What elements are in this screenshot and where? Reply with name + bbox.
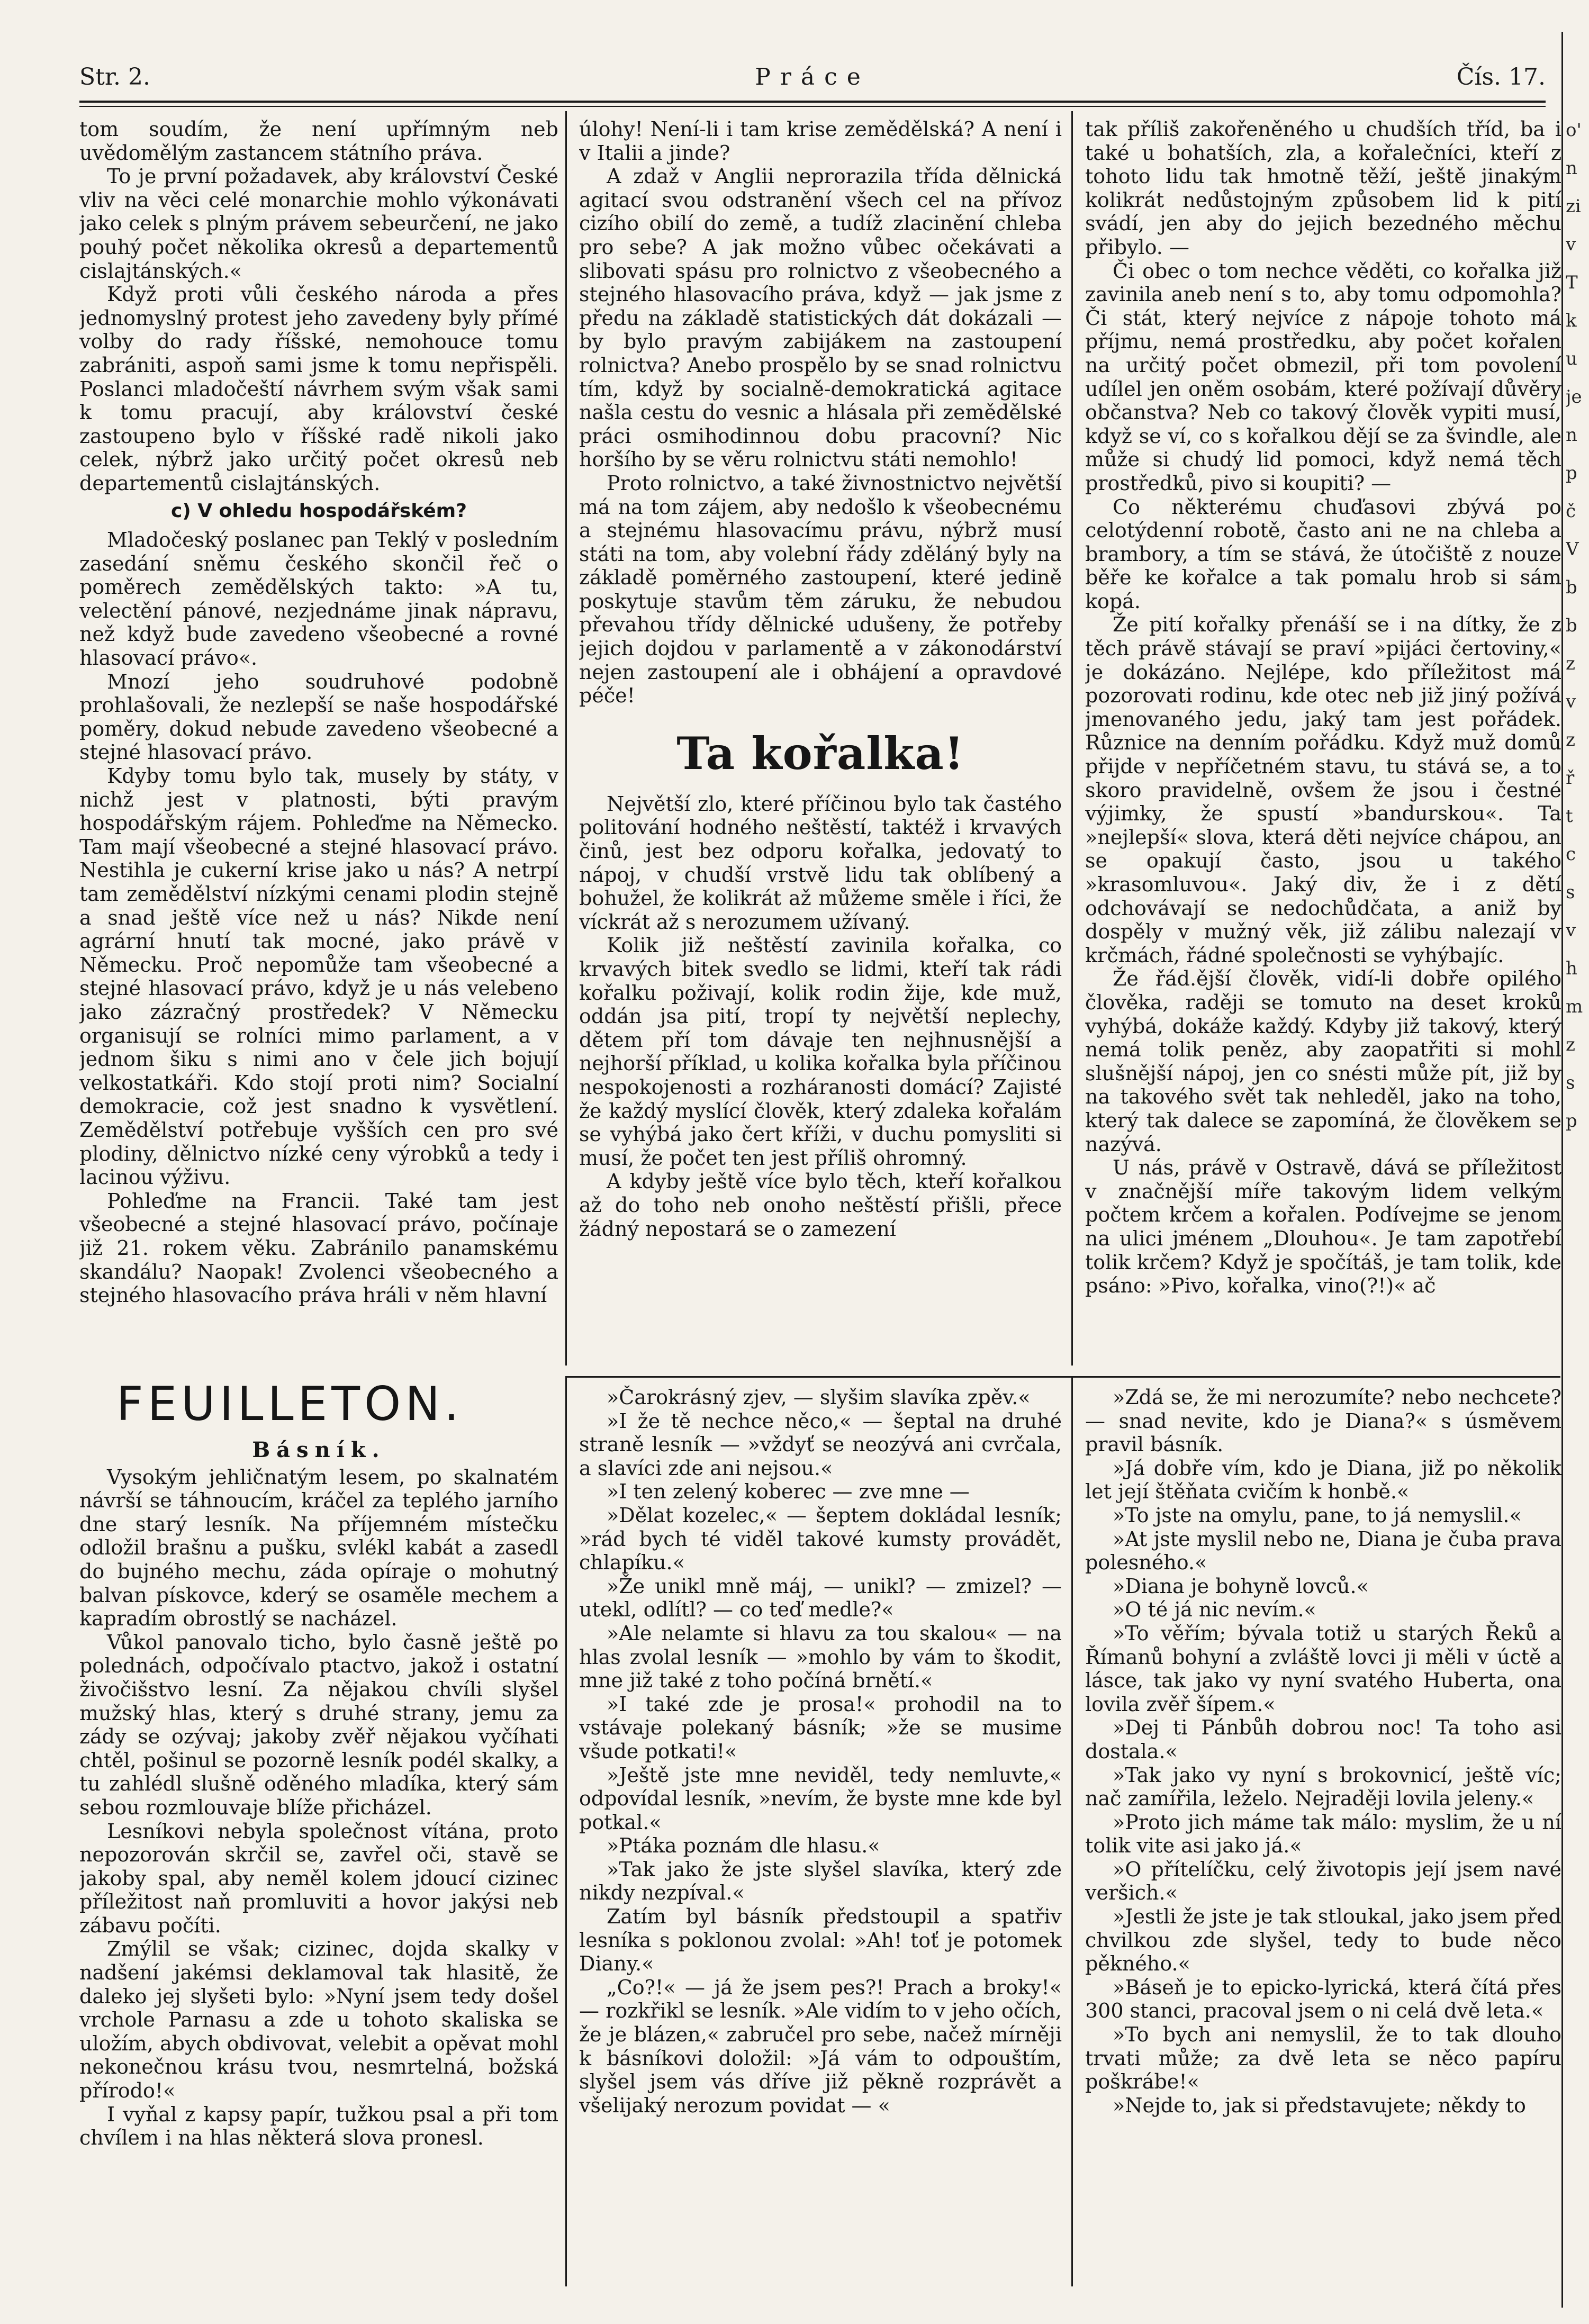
feuilleton-column-2 — [579, 1386, 1062, 2285]
paragraph: U nás, právě v Ostravě, dává se příležitost v značnější míře takovým lidem velkým počtem krčem a kořalen. Podívejme se jenom na ulici jménem „Dlouhou«. Je tam zapotřebí tolik krčem? Když je spočítáš, je tam tolik, kde psáno: »Pivo, kořalka, vino(?!)« ač — [1085, 1156, 1561, 1298]
paragraph: Kdyby tomu bylo tak, musely by státy, v nichž jest v platnosti, býti pravým hospodářským rájem. Pohleďme na Německo. Tam mají všeobecné a stejné hlasovací právo. Nestihla je cukerní krise jako u nás? A netrpí tam zemědělství nízkými cenami plodin stejně a snad ještě více než u nás? Nikde není agrární hnutí tak mocné, jako právě v Německu. Proč nepomůže tam všeobecné a stejné hlasovací právo, když je u nás velebeno jako zázračný prostředek? V Německu organisují se rolníci mimo parlament, a v jednom šiku s nimi ano v čele jich bojují velkostatkáři. Kdo stojí proti nim? Socialní demokracie, což jest snadno k vysvětlení. Zemědělství potřebuje vyšších cen pro své plodiny, dělnictvo nízké ceny výrobků a tedy i lacinou výživu. — [79, 764, 558, 1189]
dialogue-line: »Zdá se, že mi nerozumíte? nebo nechcete? — snad nevite, kdo je Diana?« s úsměvem pravil básník. — [1085, 1386, 1561, 1457]
dialogue-line: „Co?!« — já že jsem pes?! Prach a broky!« — rozkřikl se lesník. »Ale vidím to v jeho očích, že je blázen,« zabručel pro sebe, načež mírněji k básníkovi doložil: »Já vám to odpouštím, slyšel jsem vás dříve již pěkně rozprávět a všelijaký nerozum povidat — « — [579, 1975, 1062, 2117]
paragraph: Největší zlo, které příčinou bylo tak častého politování hodného neštěstí, taktéž i krvavých činů, jest bez odporu kořalka, jedovatý to nápoj, v chudší vrstvě lidu tak oblíbený a bohužel, že kolikrát až můžeme směle i říci, že víckrát až s nerozumem užívaný. — [579, 792, 1062, 934]
section-heading: c) V ohledu hospodářském? — [170, 500, 467, 522]
feuilleton-subtitle: Básník. — [252, 1439, 386, 1462]
paragraph: tom soudím, že není upřímným neb uvědomělým zastancem státního práva. — [79, 117, 558, 165]
dialogue-line: »Dej ti Pánbůh dobrou noc! Ta toho asi dostala.« — [1085, 1716, 1561, 1763]
dialogue-line: »Nejde to, jak si představujete; někdy to — [1113, 2093, 1526, 2117]
header-rule-thin — [79, 106, 1546, 107]
adjacent-page-edge — [1566, 111, 1589, 2281]
edge-fragment: b — [1566, 615, 1577, 636]
edge-fragment: v — [1566, 234, 1576, 255]
dialogue-line: »O té já nic nevím.« — [1113, 1598, 1316, 1622]
paragraph: Či obec o tom nechce věděti, co kořalka již zavinila aneb není s to, aby tomu odpomohla? Či stát, který nejvíce z nápoje tohoto má příjmu, nemá prostředku, aby počet kořalen na určitý počet obmezil, při tom povolení udílel jen oněm osobám, které požívají důvěry občanstva? Neb co takový člověk vypiti musí, když se ví, co s kořalkou dějí se za švindle, ale může si chudý lid pomoci, když nemá těch prostředků, pivo si koupiti? — — [1085, 259, 1561, 495]
paragraph: Že řád.ější člověk, vidí-li dobře opilého člověka, raději se tomuto na deset kroků vyhýbá, dokáže každý. Kdyby již takový, který nemá tolik peněz, aby zaopatřiti si mohl slušnější nápoj, jen co snésti může pít, již by na takového svět tak nehleděl, jako na toho, který tak dalece se zapomíná, že člověkem se nazývá. — [1085, 967, 1561, 1156]
dialogue-line: »Tak jako vy nyní s brokovnicí, ještě víc; nač zamířila, leželo. Nejraději lovila jeleny.« — [1085, 1763, 1561, 1811]
edge-fragment: s — [1566, 882, 1575, 903]
page-header — [79, 64, 1546, 101]
paragraph: To je první požadavek, aby království České vliv na věci celé monarchie mohlo výkonávati jako celek s plným právem sebeurčení, ne jako pouhý počet několika okresů a departementů cislajtánských.« — [79, 165, 558, 283]
edge-fragment: č — [1566, 501, 1576, 522]
edge-fragment: b — [1566, 577, 1577, 598]
edge-fragment: p — [1566, 1110, 1577, 1132]
edge-fragment: ř — [1566, 767, 1575, 789]
dialogue-line: »Čarokrásný zjev, — slyšim slavíka zpěv.« — [607, 1386, 1031, 1409]
edge-fragment: V — [1566, 539, 1579, 560]
edge-fragment: T — [1566, 272, 1578, 293]
dialogue-line: »Ještě jste mne neviděl, tedy nemluvte,« odpovídal lesník, »nevím, že byste mne kde byl potkal.« — [579, 1763, 1062, 1834]
paragraph: Pohleďme na Francii. Také tam jest všeobecné a stejné hlasovací právo, počínaje již 21. rokem věku. Zabránilo panamskému skandálu? Naopak! Zvolenci všeobecného a stejného hlasovacího práva hráli v něm hlavní — [79, 1189, 558, 1307]
edge-fragment: p — [1566, 463, 1577, 484]
edge-fragment: v — [1566, 691, 1576, 712]
edge-fragment: m — [1566, 996, 1583, 1017]
paragraph: Zmýlil se však; cizinec, dojda skalky v nadšení jakémsi deklamoval tak hlasitě, že daleko jej slyšeti bylo: »Nyní jsem tedy došel vrchole Parnasu a zde u tohoto skaliska se uložím, abych obdivovat, velebit a opěvat mohl nekonečnou krásu tvou, nesmrtelná, božská přírodo!« — [79, 1937, 558, 2103]
page-edge-divider — [1561, 32, 1563, 2308]
dialogue-line: Zatím byl básník předstoupil a spatřiv lesníka s poklonou zvolal: »Ah! toť je potomek Diany.« — [579, 1905, 1062, 1976]
dialogue-line: »Dělat kozelec,« — šeptem dokládal lesník; »rád bych té viděl takové kumsty provádět, chlapíku.« — [579, 1503, 1062, 1575]
dialogue-line: »I že tě nechce něco,« — šeptal na druhé straně lesník — »vždyť se neozývá ani cvrčala, a slavíci zde ani nejsou.« — [579, 1409, 1062, 1480]
paragraph: úlohy! Není-li i tam krise zemědělská? A není i v Italii a jinde? — [579, 117, 1062, 165]
edge-fragment: t — [1566, 806, 1573, 827]
edge-fragment: u — [1566, 348, 1577, 369]
dialogue-line: »To bych ani nemyslil, že to tak dlouho trvati může; za dvě leta se něco papíru poškrábe!« — [1085, 2023, 1561, 2094]
article-column-2 — [579, 117, 1062, 1372]
edge-fragment: s — [1566, 1072, 1575, 1093]
dialogue-line: »Že unikl mně máj, — unikl? — zmizel? — utekl, odlítl? — co teď medle?« — [579, 1574, 1062, 1622]
paragraph: A kdyby ještě více bylo těch, kteří kořalkou až do toho neb onoho neštěstí přišli, přece žádný nepostará se o zamezení — [579, 1170, 1062, 1241]
paragraph: tak příliš zakořeněného u chudších tříd, ba i také u bohatších, zla, a kořalečníci, kteří z tohoto lidu tak hmotně těží, ještě jinakým kolikrát nedůstojným způsobem lid k pití svádí, jen aby do jejich bezedného měchu přibylo. — — [1085, 117, 1561, 259]
paragraph: Mnozí jeho soudruhové podobně prohlašovali, že nezlepší se naše hospodářské poměry, dokud nebude zavedeno všeobecné a stejné hlasovací právo. — [79, 670, 558, 764]
dialogue-line: »Jestli že jste je tak stloukal, jako jsem před chvilkou zde slyšel, tedy to bude něco pěkného.« — [1085, 1905, 1561, 1976]
edge-fragment: k — [1566, 310, 1577, 331]
edge-fragment: o' — [1566, 120, 1582, 141]
feuilleton-rule — [565, 1376, 1560, 1378]
paragraph: Lesníkovi nebyla společnost vítána, proto nepozorován skrčil se, zavřel oči, stavě se jakoby spal, aby neměl kolem jdoucí cizinec příležitost naň promluviti a hovor jakýsi neb zábavu počíti. — [79, 1819, 558, 1937]
edge-fragment: n — [1566, 424, 1577, 446]
dialogue-line: »I také zde je prosa!« prohodil na to vstávaje polekaný básník; »že se musime všude potkati!« — [579, 1692, 1062, 1763]
article-title: Ta kořalka! — [676, 727, 964, 780]
column-divider — [565, 111, 567, 1366]
paragraph: Mladočeský poslanec pan Teklý v posledním zasedání sněmu českého skončil řeč o poměrech zemědělských takto: »A tu, velectění pánové, nezjednáme jinak nápravu, než když bude zavedeno všeobecné a rovné hlasovací právo«. — [79, 528, 558, 670]
dialogue-line: »Já dobře vím, kdo je Diana, již po několik let její štěňata cvičím k honbě.« — [1085, 1456, 1561, 1504]
edge-fragment: je — [1566, 386, 1582, 408]
paragraph: Vysokým jehličnatým lesem, po skalnatém návrší se táhnoucím, kráčel za teplého jarního dne starý lesník. Na příjemném místečku odložil brašnu a pušku, svlékl kabát a zasedl do bujného mechu, záda opíraje o mohutný balvan pískovce, kderý se osaměle mechem a kapradím obrostlý se nacházel. — [79, 1465, 558, 1631]
column-divider — [1071, 1376, 1073, 2286]
issue-number: Čís. 17. — [1456, 64, 1546, 91]
edge-fragment: zi — [1566, 196, 1581, 217]
paragraph: Že pití kořalky přenáší se i na dítky, že z těch právě stávají se praví »pijáci čertoviny,« je dokázáno. Nejlépe, kdo příležitost má pozorovati rodinu, kde otec neb již jiný požívá jmenovaného jedu, jaký tam jest pořádek. Různice na denním pořádku. Když muž domů přijde v nepříčetném stavu, tu stává se, a to skoro pravidelně, ovšem že jsou i čestné výjimky, že spustí »bandurskou«. Ta »nejlepší« slova, která děti nejvíce chápou, an se opakují často, jsou u takého »krasomluvou«. Jaký div, že i z dětí odchovávají se nedochůdčata, a aniž by dospěly v mužný věk, již zálibu nalezají v krčmách, řádné společnosti se vyhýbajíc. — [1085, 613, 1561, 967]
edge-fragment: n — [1566, 158, 1577, 179]
dialogue-line: »At jste myslil nebo ne, Diana je čuba prava polesného.« — [1085, 1527, 1561, 1575]
paragraph: A zdaž v Anglii neprorazila třída dělnická agitací svou odstranění všech cel na přívoz cizího obilí do země, a tudíž zlacinění chleba pro sebe? A jak možno vůbec očekávati a slibovati spásu pro rolnictvo z všeobecného a stejného hlasovacího práva, když — jak jsme z předu na základě statistických dát dokázali — by bylo pravým zabijákem na zastoupení rolnictva? Anebo prospělo by se snad rolnictvu tím, když by socialně-demokratická agitace našla cestu do vesnic a hlásala při zemědělské práci osmihodinnou dobu pracovní? Nic horšího by se věru rolnictvu státi nemohlo! — [579, 165, 1062, 472]
page-number: Str. 2. — [79, 64, 150, 91]
edge-fragment: v — [1566, 920, 1576, 941]
paragraph: Kolik již neštěstí zavinila kořalka, co krvavých bitek svedlo se lidmi, kteří tak rádi kořalku poživají, kolik rodin žije, kde muž, oddán jsa pití, tropí ty největší neplechy, dětem pří tom dávaje ten nejhnusnější a nejhorší příklad, u kolika kořalka byla příčinou nespokojenosti a rozháranosti domácí? Zajisté že každý myslící člověk, který zdaleka kořalám se vyhýbá jako čert kříži, v duchu pomysliti si musí, že počet ten jest příliš ohromný. — [579, 934, 1062, 1170]
article-column-1 — [79, 117, 558, 1372]
edge-fragment: z — [1566, 1034, 1575, 1055]
dialogue-line: »Ale nelamte si hlavu za tou skalou« — na hlas zvolal lesník — »mohlo by vám to škodit, mne již také z toho počíná brnětí.« — [579, 1621, 1062, 1693]
dialogue-line: »Tak jako že jste slyšel slavíka, který zde nikdy nezpíval.« — [579, 1857, 1062, 1905]
dialogue-line: »Proto jich máme tak málo: myslim, že u ní tolik vite asi jako já.« — [1085, 1810, 1561, 1858]
dialogue-line: »Báseň je to epicko-lyrická, která čítá přes 300 stanci, pracoval jsem o ni celá dvě leta.« — [1085, 1975, 1561, 2023]
edge-fragment: c — [1566, 844, 1576, 865]
feuilleton-column-1 — [79, 1439, 558, 2285]
edge-fragment: z — [1566, 653, 1575, 674]
edge-fragment: z — [1566, 729, 1575, 750]
dialogue-line: »O přítelíčku, celý životopis její jsem navé veršich.« — [1085, 1857, 1561, 1905]
paragraph: Vůkol panovalo ticho, bylo časně ještě po polednách, odpočívalo ptactvo, jakož i ostatní živočišstvo lesní. Za nějakou chvíli slyšel mužský hlas, který s druhé strany, jemu za zády se ozývaj; jakoby zvěř nějakou vyčíhati chtěl, pošinul se pozorně lesník podél skalky, a tu zahlédl slušně oděného mladíka, který sám sebou rozmlouvaje blíže přicházel. — [79, 1630, 558, 1819]
dialogue-line: »Ptáka poznám dle hlasu.« — [607, 1834, 880, 1858]
dialogue-line: »To věřím; bývala totiž u starých Řeků a Římanů bohyní a zvláště lovci ji měli v úctě a lásce, tak jako vy nyní svatého Huberta, ona lovila zvěř šípem.« — [1085, 1621, 1561, 1716]
paragraph: Když proti vůli českého národa a přes jednomyslný protest jeho zavedeny byly přímé volby do rady říšské, nemohouce tomu zabrániti, aspoň sami jsme k tomu nepřispěli. Poslanci mladočeští návrhem svým však sami k tomu pracují, aby království české zastoupeno bylo v říšské radě nikoli jako celek, nýbrž jako určitý počet okresů neb departementů cislajtánských. — [79, 283, 558, 495]
paragraph: Co některému chuďasovi zbývá po celotýdenní robotě, často ani ne na chleba a brambory, a tím se stává, že útočiště z nouze běře ke kořalce a tak pomalu hrob si sám kopá. — [1085, 495, 1561, 613]
feuilleton-column-3 — [1085, 1386, 1561, 2285]
feuilleton-title: FEUILLETON. — [116, 1377, 464, 1431]
edge-fragment: h — [1566, 958, 1577, 979]
dialogue-line: »To jste na omylu, pane, to já nemyslil.« — [1113, 1503, 1522, 1527]
column-divider — [565, 1376, 567, 2286]
paragraph: Proto rolnictvo, a také živnostnictvo největší má na tom zájem, aby nedošlo k všeobecnému a stejnému hlasovacímu právu, nýbrž musí státi na tom, aby volební řády zděláný byly na základě poměrného zastoupení, které jedině poskytuje stavům těm záruku, že nebudou převahou třídy dělnické udušeny, že potřeby jejich dojdou v parlamentě a v zákonodárství nejen zastoupení ale i obhájení a opravdové péče! — [579, 471, 1062, 708]
paragraph: I vyňal z kapsy papír, tužkou psal a při tom chvílem i na hlas některá slova pronesl. — [79, 2102, 558, 2150]
newspaper-title: Práce — [755, 64, 870, 91]
column-divider — [1071, 111, 1073, 1366]
article-column-3 — [1085, 117, 1561, 1372]
dialogue-line: »I ten zelený koberec — zve mne — — [607, 1480, 970, 1504]
header-rule — [79, 101, 1546, 103]
dialogue-line: »Diana je bohyně lovců.« — [1113, 1574, 1369, 1598]
